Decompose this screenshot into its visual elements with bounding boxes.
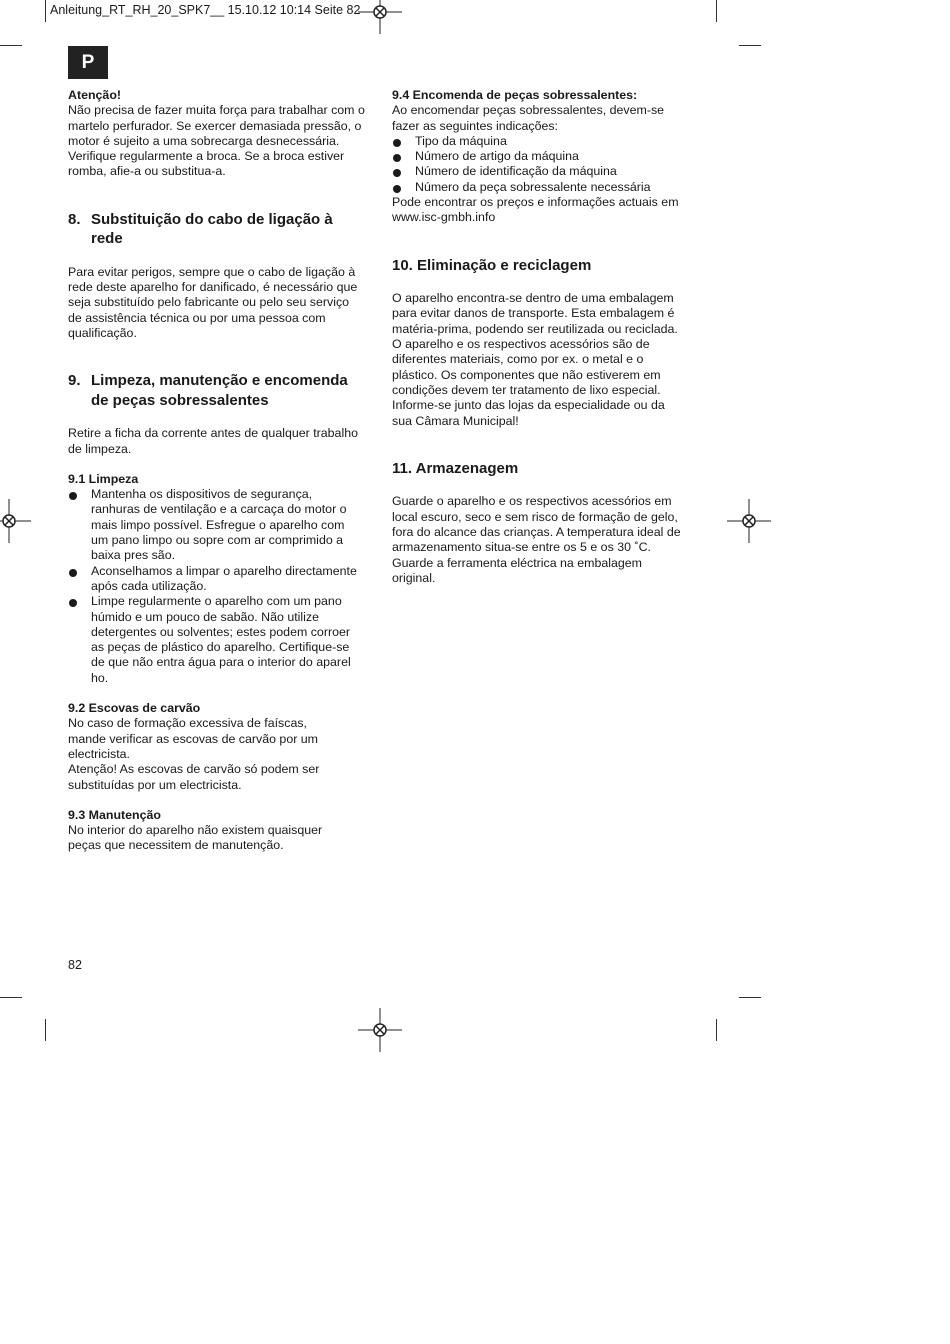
list-item: Aconselhamos a limpar o aparelho directamente após cada utilização. xyxy=(68,564,373,595)
list-item: Número da peça sobressalente necessária xyxy=(392,180,697,195)
section-8-body: Para evitar perigos, sempre que o cabo de ligação à rede deste aparelho for danificado, é necessário que seja substituído pelo fabricante ou pelo seu serviço de assistência técnica ou por uma pessoa com qualificação. xyxy=(68,264,358,340)
list-item: Limpe regularmente o aparelho com um pano húmido e um pouco de sabão. Não utilize detergentes ou solventes; estes podem corroer as peças de plástico do aparelho. Certifique-se de que não entra água para o interior do aparel ho. xyxy=(68,594,373,686)
crop-mark xyxy=(739,45,761,46)
section-9-heading: 9. Limpeza, manutenção e encomenda de peças sobressalentes xyxy=(68,372,348,409)
subsection-9-4-title: 9.4 Encomenda de peças sobressalentes: xyxy=(392,88,638,102)
section-8-heading: 8. Substituição do cabo de ligação à rede xyxy=(68,210,333,248)
website-link: www.isc-gmbh.info xyxy=(392,210,496,225)
subsection-9-2-body: No caso de formação excessiva de faíscas, mande verificar as escovas de carvão por um electricista. Atenção! As escovas de carvão só podem ser substituídas por um electricista. xyxy=(68,716,320,792)
list-item: Tipo da máquina xyxy=(392,134,697,149)
list-item: Mantenha os dispositivos de segurança, ranhuras de ventilação e a carcaça do motor o mais limpo possível. Esfregue o aparelho com um pano limpo ou sopre com ar comprimido a baixa pres são. xyxy=(68,487,373,563)
section-10-heading: 10. Eliminação e reciclagem xyxy=(392,256,592,274)
section-10-body: O aparelho encontra-se dentro de uma embalagem para evitar danos de transporte. Esta embalagem é matéria-prima, podendo ser reutilizada ou reciclada. O aparelho e os respectivos acessórios são de diferentes materiais, como por ex. o metal e o plástico. Os componentes que não estiverem em condições devem ter tratamento de lixo especial. Informe-se junto das lojas da especialidade ou da sua Câmara Municipal! xyxy=(392,291,678,428)
crop-mark xyxy=(739,997,761,998)
language-badge: P xyxy=(68,46,108,79)
left-column xyxy=(68,88,373,854)
registration-mark-icon xyxy=(0,499,31,543)
crop-mark xyxy=(45,1019,46,1041)
crop-mark xyxy=(45,0,46,22)
crop-mark xyxy=(716,0,717,22)
subsection-9-2-title: 9.2 Escovas de carvão xyxy=(68,701,201,716)
cleaning-list xyxy=(68,487,373,686)
crop-mark xyxy=(0,997,22,998)
crop-mark xyxy=(716,1019,717,1041)
list-item: Número de identificação da máquina xyxy=(392,164,697,179)
attention-title: Atenção! xyxy=(68,88,122,102)
registration-mark-icon xyxy=(358,0,402,34)
subsection-9-3-body: No interior do aparelho não existem quaisquer peças que necessitem de manutenção. xyxy=(68,823,323,853)
crop-mark xyxy=(0,45,22,46)
subsection-9-1-title: 9.1 Limpeza xyxy=(68,471,139,486)
spare-parts-list xyxy=(392,134,697,195)
subsection-9-3-title: 9.3 Manutenção xyxy=(68,807,161,822)
section-9-intro: Retire a ficha da corrente antes de qualquer trabalho de limpeza. xyxy=(68,426,358,456)
right-column xyxy=(392,88,697,586)
print-header: Anleitung_RT_RH_20_SPK7__ 15.10.12 10:14 Seite 82 xyxy=(50,3,361,17)
attention-text: Não precisa de fazer muita força para trabalhar com o martelo perfurador. Se exercer demasiada pressão, o motor é sujeito a uma sobrecarga desnecessária. Verifique regularmente a broca. Se a broca estiver romba, afie-a ou substitua-a. xyxy=(68,103,365,179)
registration-mark-icon xyxy=(358,1008,402,1052)
registration-mark-icon xyxy=(727,499,771,543)
section-11-body: Guarde o aparelho e os respectivos acessórios em local escuro, seco e sem risco de formação de gelo, fora do alcance das crianças. A temperatura ideal de armazenamento situa-se entre os 5 e os 30 ˚C. Guarde a ferramenta eléctrica na embalagem original. xyxy=(392,494,681,585)
list-item: Número de artigo da máquina xyxy=(392,149,697,164)
section-11-heading: 11. Armazenagem xyxy=(392,459,519,477)
subsection-9-4-outro: Pode encontrar os preços e informações actuais em www.isc-gmbh.info xyxy=(392,195,697,226)
page-number: 82 xyxy=(68,958,82,972)
subsection-9-4-intro: Ao encomendar peças sobressalentes, devem-se fazer as seguintes indicações: xyxy=(392,103,665,133)
